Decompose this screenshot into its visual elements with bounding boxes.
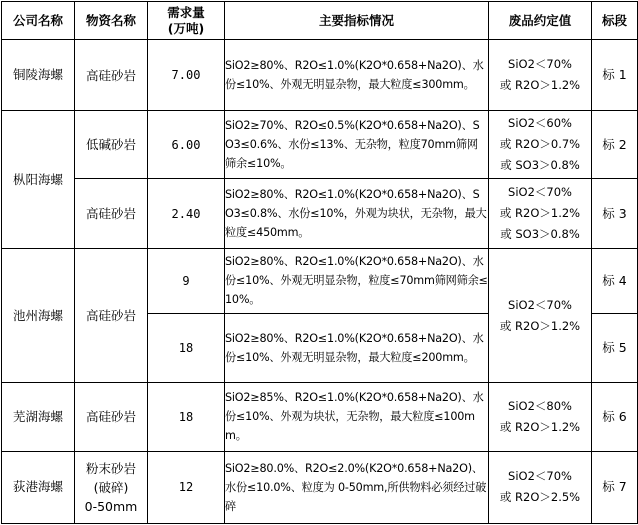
lot-label: 标 4 (592, 249, 638, 313)
material-name: 低碱砂岩 (75, 111, 148, 179)
quality-threshold (489, 111, 592, 179)
material-line: 0-50mm (84, 498, 138, 514)
header-demand-line1: 需求量 (167, 4, 205, 20)
quality-line: SiO2＜70% (508, 57, 572, 72)
header-spec: 主要指标情况 (225, 2, 489, 40)
quality-line: SiO2＜70% (508, 185, 572, 200)
quality-line: SiO2＜70% (508, 469, 572, 484)
lot-label: 标 1 (592, 40, 638, 111)
table-row (2, 111, 638, 179)
spec-text: SiO2≥80%、R2O≤1.0%(K2O*0.658+Na2O)、SO3≤0.8%、水份≤10%，外观为块状，无杂物，最大粒度≤450mm。 (225, 179, 489, 249)
spec-text: SiO2≥70%、R2O≤0.5%(K2O*0.658+Na2O)、SO3≤0.6%、水份≤13%、无杂物，粒度70mm筛网筛余≤10%。 (225, 111, 489, 179)
quality-line: 或 R2O＞1.2% (499, 206, 581, 221)
quality-line: SiO2＜60% (508, 116, 572, 131)
lot-label: 标 7 (592, 451, 638, 523)
quality-line: 或 R2O＞1.2% (499, 419, 581, 434)
demand-value: 7.00 (148, 40, 225, 111)
header-demand-line2: (万吨) (167, 20, 205, 36)
quality-line: 或 R2O＞1.2% (499, 318, 581, 333)
header-row (2, 2, 638, 40)
demand-value: 9 (148, 249, 225, 313)
demand-value: 18 (148, 313, 225, 382)
quality-line: 或 R2O＞2.5% (499, 490, 581, 505)
company-name: 枞阳海螺 (2, 111, 75, 249)
quality-line: 或 R2O＞0.7% (499, 137, 581, 152)
lot-label: 标 3 (592, 179, 638, 249)
company-name: 池州海螺 (2, 249, 75, 382)
table-row (2, 40, 638, 111)
quality-threshold (489, 179, 592, 249)
quality-threshold (489, 40, 592, 111)
table-row (2, 179, 638, 249)
company-name: 芜湖海螺 (2, 382, 75, 451)
demand-value: 2.40 (148, 179, 225, 249)
quality-threshold (489, 451, 592, 523)
header-quality: 废品约定值 (489, 2, 592, 40)
quality-threshold (489, 382, 592, 451)
company-name: 铜陵海螺 (2, 40, 75, 111)
header-demand (148, 2, 225, 40)
quality-line: SiO2＜80% (508, 398, 572, 413)
spec-text: SiO2≥85%、R2O≤1.0%(K2O*0.658+Na2O)、水份≤10%、外观为块状，无杂物，最大粒度≤100mm。 (225, 382, 489, 451)
table-row (2, 249, 638, 313)
quality-line: SiO2＜70% (508, 297, 572, 312)
lot-label: 标 5 (592, 313, 638, 382)
demand-value: 6.00 (148, 111, 225, 179)
spec-table (1, 1, 638, 524)
lot-label: 标 6 (592, 382, 638, 451)
demand-value: 18 (148, 382, 225, 451)
material-name: 高硅砂岩 (75, 249, 148, 382)
material-line: (破碎) (93, 479, 129, 495)
header-material: 物资名称 (75, 2, 148, 40)
spec-text: SiO2≥80.0%、R2O≤2.0%(K2O*0.658+Na2O)、水份≤10.0%、粒度为 0-50mm,所供物料必须经过破碎 (225, 451, 489, 523)
material-name: 高硅砂岩 (75, 179, 148, 249)
lot-label: 标 2 (592, 111, 638, 179)
quality-line: 或 SO3＞0.8% (500, 158, 580, 173)
header-company: 公司名称 (2, 2, 75, 40)
quality-line: 或 R2O＞1.2% (499, 78, 581, 93)
spec-text: SiO2≥80%、R2O≤1.0%(K2O*0.658+Na2O)、水份≤10%、外观无明显杂物，最大粒度≤300mm。 (225, 40, 489, 111)
spec-text: SiO2≥80%、R2O≤1.0%(K2O*0.658+Na2O)、水份≤10%、外观无明显杂物，最大粒度≤200mm。 (225, 313, 489, 382)
demand-value: 12 (148, 451, 225, 523)
quality-line: 或 SO3＞0.8% (500, 227, 580, 242)
table-row (2, 382, 638, 451)
spec-text: SiO2≥80%、R2O≤1.0%(K2O*0.658+Na2O)、水份≤10%、外观无明显杂物，粒度≤70mm筛网筛余≤10%。 (225, 249, 489, 313)
quality-threshold (489, 249, 592, 382)
table-row (2, 451, 638, 523)
material-line: 粉末砂岩 (85, 460, 136, 476)
material-name (75, 451, 148, 523)
material-name: 高硅砂岩 (75, 40, 148, 111)
material-name: 高硅砂岩 (75, 382, 148, 451)
company-name: 荻港海螺 (2, 451, 75, 523)
header-lot: 标段 (592, 2, 638, 40)
